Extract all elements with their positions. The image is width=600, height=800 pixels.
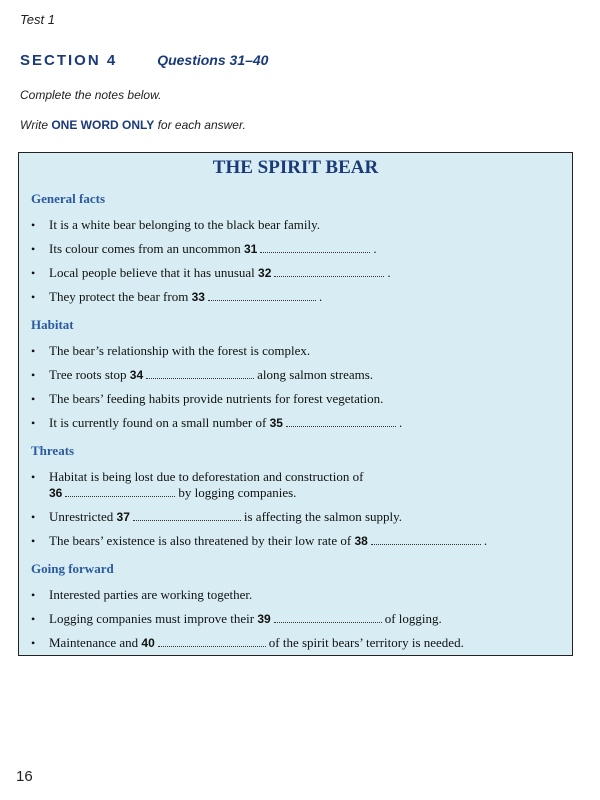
answer-blank-35[interactable] [286,415,396,427]
bullet-icon: • [31,392,36,406]
heading-going-forward: Going forward [31,561,114,576]
bullet-icon: • [31,612,36,626]
section-header [20,52,268,69]
item-text: . [483,533,488,548]
answer-blank-31[interactable] [260,241,370,253]
item-text: The bears’ feeding habits provide nutrients for forest vegetation. [49,391,384,406]
answer-blank-40[interactable] [158,635,266,647]
item-text: is affecting the salmon supply. [243,509,403,524]
item-text: Its colour comes from an uncommon [49,241,241,256]
word-limit-emphasis: ONE WORD ONLY [51,118,155,132]
heading-threats: Threats [31,443,75,458]
question-number-38: 38 [354,534,368,548]
bullet-icon: • [31,242,36,256]
bullet-icon: • [31,588,36,602]
item-text: along salmon streams. [257,367,374,382]
item-text: Local people believe that it has unusual [49,265,255,280]
question-number-32: 32 [258,266,272,280]
item-text: Logging companies must improve their [49,611,255,626]
answer-blank-36[interactable] [65,485,175,497]
list-item [31,469,561,501]
bullet-icon: • [31,368,36,382]
item-text: The bears’ existence is also threatened by their low rate of [49,533,352,548]
item-text: The bear’s relationship with the forest is complex. [49,343,311,358]
test-label: Test 1 [20,12,55,27]
bullet-icon: • [31,636,36,650]
item-text: Habitat is being lost due to deforestation and construction of [49,469,364,484]
question-number-40: 40 [141,636,155,650]
answer-blank-33[interactable] [208,289,316,301]
bullet-icon: • [31,470,36,484]
section-title: SECTION 4 [20,52,118,69]
question-number-36: 36 [49,486,63,500]
item-text: They protect the bear from [49,289,189,304]
instruction-complete-notes: Complete the notes below. [20,88,162,102]
question-number-33: 33 [191,290,205,304]
bullet-icon: • [31,218,36,232]
item-text: of the spirit bears’ territory is needed. [268,635,464,650]
question-number-34: 34 [129,368,144,382]
item-text: . [373,241,377,256]
question-number-39: 39 [257,612,271,626]
answer-blank-38[interactable] [371,533,481,545]
bullet-icon: • [31,266,36,280]
item-text: of logging. [384,611,442,626]
notes-title: THE SPIRIT BEAR [212,157,379,178]
question-number-31: 31 [243,242,258,256]
heading-general-facts: General facts [31,191,106,206]
bullet-icon: • [31,510,36,524]
item-text: . [318,289,323,304]
bullet-icon: • [31,290,36,304]
item-text: Maintenance and [49,635,139,650]
item-text: It is currently found on a small number of [49,415,267,430]
item-text: Unrestricted [49,509,114,524]
instruction-pre: Write [20,118,48,132]
item-text: . [387,265,391,280]
item-text: . [398,415,403,430]
bullet-icon: • [31,416,36,430]
instruction-word-limit [20,118,246,132]
question-number-37: 37 [116,510,130,524]
questions-range: Questions 31–40 [157,52,269,68]
instruction-post: for each answer. [157,118,246,132]
item-text: by logging companies. [178,485,297,500]
item-text: Interested parties are working together. [49,587,253,602]
bullet-icon: • [31,344,36,358]
answer-blank-32[interactable] [274,265,384,277]
item-text: Tree roots stop [49,367,127,382]
bullet-icon: • [31,534,36,548]
notes-box [18,152,573,656]
heading-habitat: Habitat [31,317,74,332]
answer-blank-37[interactable] [133,509,241,521]
item-text: It is a white bear belonging to the black bear family. [49,217,320,232]
answer-blank-39[interactable] [274,611,382,623]
page-number: 16 [16,768,33,785]
question-number-35: 35 [269,416,283,430]
answer-blank-34[interactable] [146,367,254,379]
